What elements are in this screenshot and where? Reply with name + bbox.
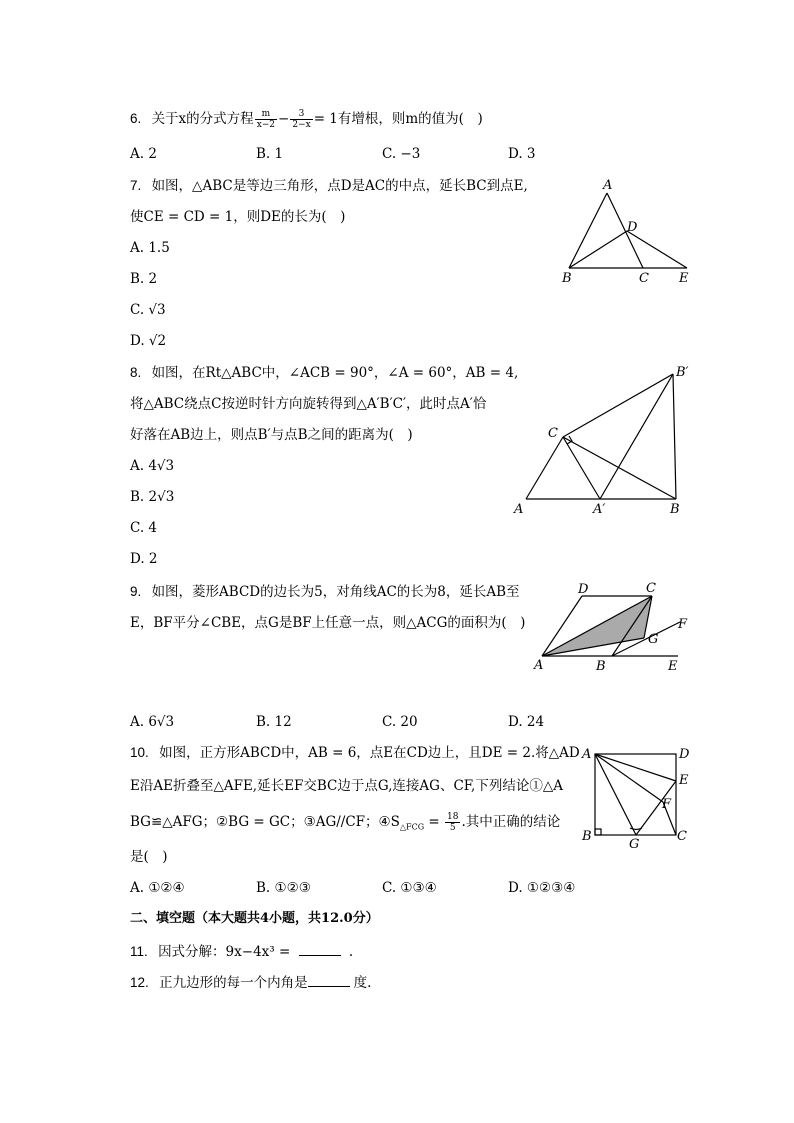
q8-segment-bp-b	[673, 374, 676, 499]
q7-text-1: 如图，△ABC是等边三角形，点D是AC的中点，延长BC到点E,	[151, 178, 528, 194]
q7-line2: 使CE = CD = 1，则DE的长为( )	[130, 209, 346, 225]
q7-option-c[interactable]: C. √3	[130, 302, 166, 318]
q7-label-c: C	[639, 271, 649, 286]
q6-option-a[interactable]: A. 2	[130, 146, 157, 162]
q8-option-b[interactable]: B. 2√3	[130, 489, 175, 505]
q10-line2: E沿AE折叠至△AFE,延长EF交BC边于点G,连接AG、CF,下列结论①△A	[130, 778, 563, 794]
q10-text-1: 如图，正方形ABCD中，AB = 6，点E在CD边上，且DE = 2.将△AD	[159, 745, 580, 761]
q7-label-b: B	[562, 271, 572, 286]
q9-label-e: E	[668, 659, 678, 674]
q10-line4: 是( )	[130, 849, 168, 865]
q10-label-c: C	[677, 829, 687, 844]
q6-number: 6.	[130, 111, 142, 126]
q8-side-ac	[526, 437, 563, 499]
q12-answer-blank[interactable]	[308, 974, 350, 987]
q8-label-c: C	[548, 426, 558, 441]
q7-side-ab	[569, 193, 607, 268]
q10-label-d: D	[679, 747, 690, 762]
q8-label-a: A	[514, 502, 524, 517]
q10-line1	[130, 744, 580, 762]
q7-label-a: A	[603, 178, 613, 193]
q10-label-f: F	[662, 797, 672, 812]
q8-figure	[508, 360, 708, 520]
q7-figure	[555, 175, 700, 290]
q10-fraction: $\frac{18}{5}$	[447, 812, 459, 833]
q10-subscript: △FCG	[399, 822, 425, 832]
q8-line1	[130, 364, 518, 382]
q8-option-a[interactable]: A. 4√3	[130, 458, 175, 474]
q8-side-cb-prime	[563, 374, 673, 437]
q8-side-bp-ap	[600, 374, 673, 499]
q10-option-a[interactable]: A. ①②④	[130, 880, 185, 896]
q10-number: 10.	[130, 745, 149, 760]
q11-text: 因式分解：9x−4x³ =	[158, 944, 291, 960]
q7-number: 7.	[130, 178, 142, 193]
q7-side-ac	[607, 193, 643, 268]
q11-number: 11.	[130, 944, 148, 959]
q7-option-d[interactable]: D. √2	[130, 333, 167, 349]
q9-option-a[interactable]: A. 6√3	[130, 714, 175, 730]
q8-number: 8.	[130, 365, 142, 380]
q10-label-g: G	[629, 837, 640, 852]
q6-option-c[interactable]: C. −3	[382, 146, 421, 162]
q12-end: 度.	[353, 975, 372, 991]
q6-option-b[interactable]: B. 1	[256, 146, 284, 162]
q9-label-c: C	[646, 581, 656, 596]
q9-line1	[130, 583, 520, 601]
q6-text-pre: 关于x的分式方程	[151, 111, 254, 127]
q8-side-ca-prime	[563, 437, 600, 499]
q7-option-a[interactable]: A. 1.5	[130, 240, 170, 256]
q8-text-1: 如图，在Rt△ABC中，∠ACB = 90°，∠A = 60°，AB = 4,	[151, 365, 519, 381]
q6-option-d[interactable]: D. 3	[508, 146, 536, 162]
q10-square-abcd	[595, 754, 676, 835]
q10-angle-arc-g	[630, 828, 642, 830]
q7-label-d: D	[627, 220, 638, 235]
q7-line1	[130, 177, 528, 195]
section2-heading: 二、填空题（本大题共4小题，共12.0分）	[130, 911, 379, 926]
q10-label-e: E	[679, 773, 689, 788]
q9-figure	[528, 576, 698, 676]
q9-option-d[interactable]: D. 24	[508, 714, 545, 730]
q9-text-1: 如图，菱形ABCD的边长为5，对角线AC的长为8，延长AB至	[151, 584, 520, 600]
q10-right-angle-b	[595, 829, 601, 835]
q11-end: .	[348, 944, 354, 960]
q9-label-d: D	[578, 582, 589, 597]
q6-fraction-2: $\frac{3}{2-x}$	[292, 109, 311, 130]
q9-label-b: B	[596, 659, 606, 674]
q7-label-e: E	[679, 271, 689, 286]
q8-option-d[interactable]: D. 2	[130, 551, 158, 567]
q10-label-a: A	[582, 747, 592, 762]
q12-text: 正九边形的每一个内角是	[159, 975, 308, 991]
q8-label-b-prime: B′	[676, 365, 689, 380]
q12-number: 12.	[130, 975, 149, 990]
q10-segment-af	[595, 754, 663, 802]
q8-line2: 将△ABC绕点C按逆时针方向旋转得到△A′B′C′，此时点A′恰	[130, 396, 487, 412]
q12-line	[130, 974, 371, 992]
q10-option-c[interactable]: C. ①③④	[382, 880, 437, 896]
q6-text-post: = 1有增根，则m的值为( )	[313, 111, 483, 127]
q9-line2: E，BF平分∠CBE，点G是BF上任意一点，则△ACG的面积为( )	[130, 615, 526, 631]
q10-text-3a: BG≌△AFG；②BG = GC；③AG//CF；④S	[130, 814, 400, 830]
q9-option-b[interactable]: B. 12	[256, 714, 292, 730]
q7-segment-bd	[569, 231, 627, 268]
q6-fraction-1: $\frac{m}{x-2}$	[256, 109, 276, 130]
q10-figure	[578, 740, 698, 852]
q10-equals: =	[424, 814, 445, 830]
q9-label-f: F	[678, 617, 688, 632]
q10-line3	[130, 812, 560, 837]
q8-label-a-prime: A′	[593, 502, 606, 517]
q10-label-b: B	[582, 829, 592, 844]
q8-line3: 好落在AB边上，则点B′与点B之间的距离为( )	[130, 427, 413, 443]
q10-text-3b: .其中正确的结论	[461, 814, 561, 830]
q6-minus: −	[278, 111, 290, 127]
q10-option-b[interactable]: B. ①②③	[256, 880, 311, 896]
q7-segment-de	[627, 231, 687, 268]
q11-answer-blank[interactable]	[299, 943, 341, 956]
q7-option-b[interactable]: B. 2	[130, 271, 158, 287]
q8-side-cb	[563, 437, 676, 499]
q11-line	[130, 943, 353, 961]
q10-option-d[interactable]: D. ①②③④	[508, 880, 576, 896]
q8-option-c[interactable]: C. 4	[130, 520, 158, 536]
q6-stem	[130, 109, 483, 130]
q9-label-a: A	[534, 658, 544, 673]
q9-option-c[interactable]: C. 20	[382, 714, 418, 730]
q9-label-g: G	[648, 632, 659, 647]
q9-number: 9.	[130, 584, 142, 599]
q8-label-b: B	[670, 502, 680, 517]
